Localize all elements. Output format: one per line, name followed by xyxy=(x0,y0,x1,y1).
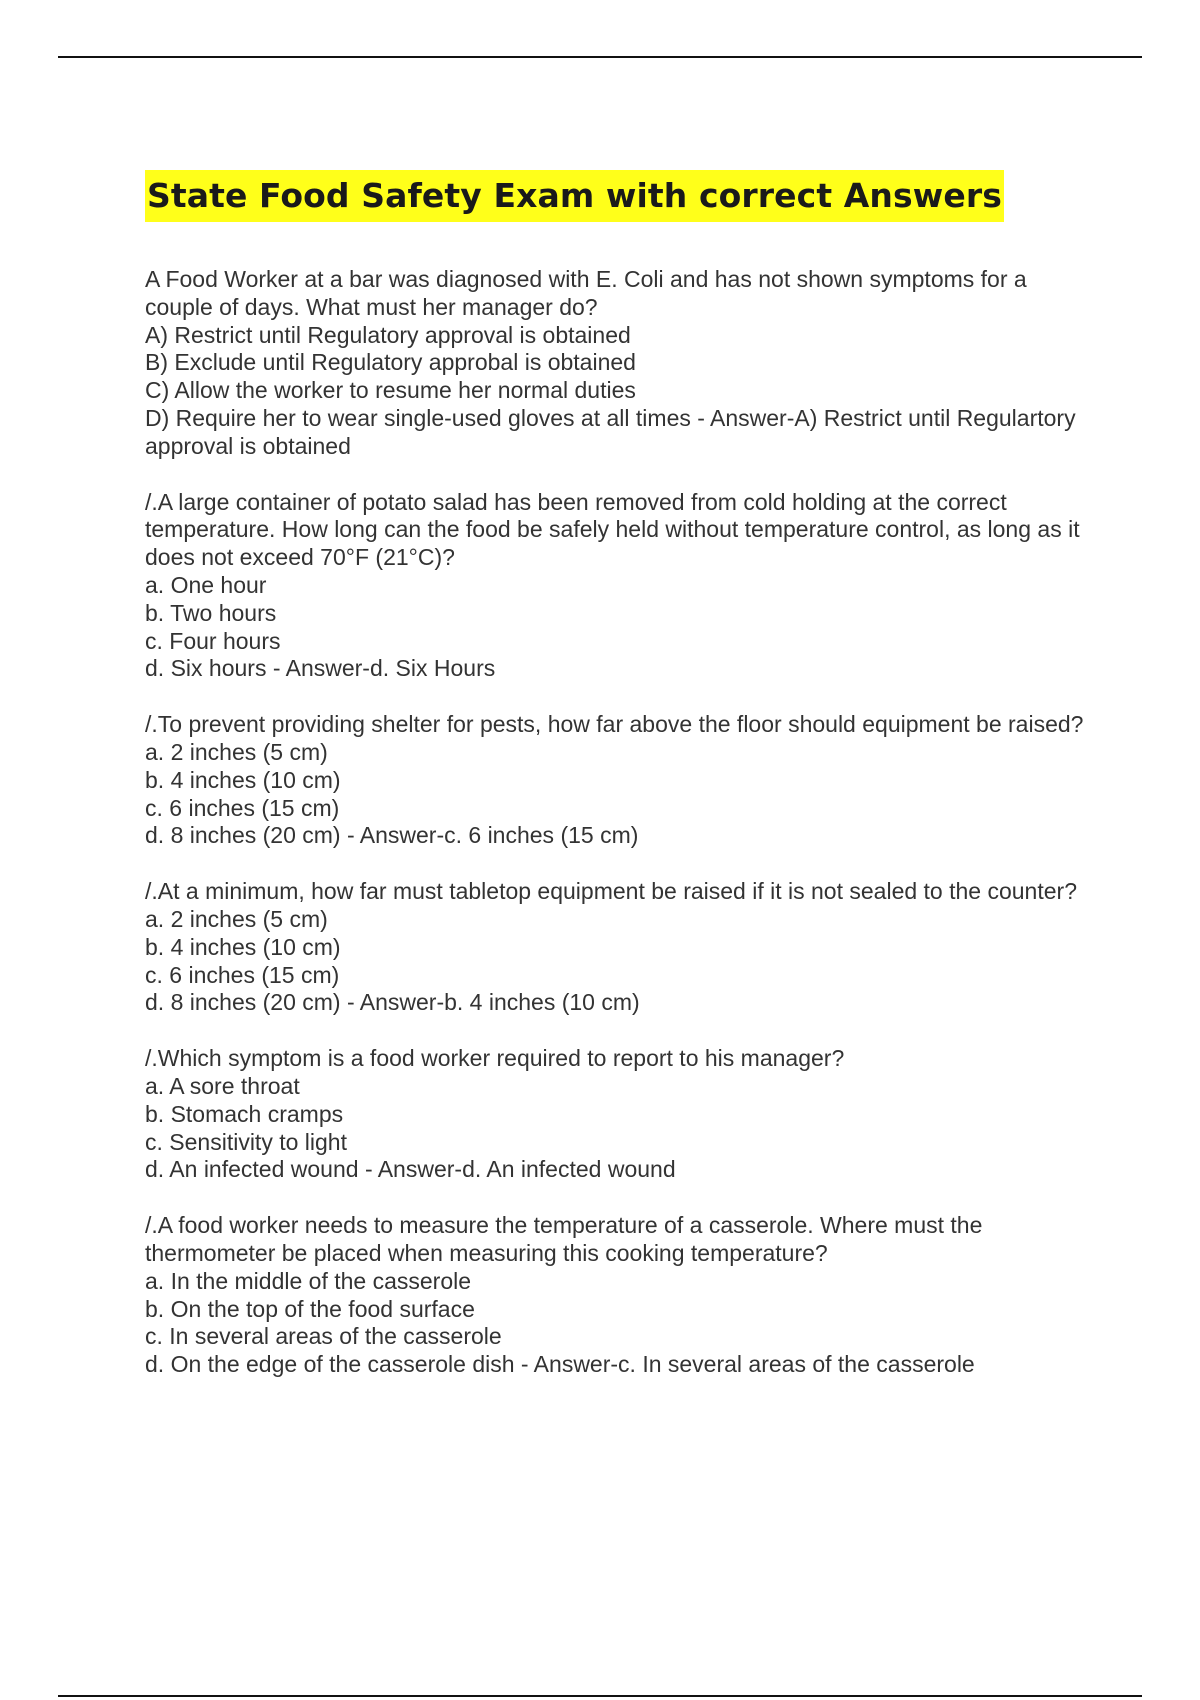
answer-option: d. An infected wound - Answer-d. An infected wound xyxy=(145,1156,676,1183)
answer-option: D) Require her to wear single-used gloves at all times - Answer-A) Restrict until Regulartory approval is obtained xyxy=(145,404,1076,459)
answer-option: a. 2 inches (5 cm) xyxy=(145,738,328,765)
answer-option: b. 4 inches (10 cm) xyxy=(145,933,341,960)
question-text: A Food Worker at a bar was diagnosed with E. Coli and has not shown symptoms for a couple of days. What must her manager do? xyxy=(145,266,1027,320)
answer-option: b. Two hours xyxy=(145,599,277,626)
answer-option: d. 8 inches (20 cm) - Answer-c. 6 inches (15 cm) xyxy=(145,822,639,849)
top-rule xyxy=(58,56,1142,58)
answer-option: B) Exclude until Regulatory approbal is obtained xyxy=(145,349,636,376)
answer-option: b. On the top of the food surface xyxy=(145,1295,475,1322)
question-text: /.To prevent providing shelter for pests, how far above the floor should equipment be raised? xyxy=(145,711,1084,738)
answer-option: c. 6 inches (15 cm) xyxy=(145,961,340,988)
question-block-2 xyxy=(145,489,1095,684)
title-block xyxy=(145,170,1095,222)
answer-option: a. In the middle of the casserole xyxy=(145,1267,472,1294)
answer-option: C) Allow the worker to resume her normal duties xyxy=(145,377,636,404)
answer-option: A) Restrict until Regulatory approval is obtained xyxy=(145,321,631,348)
document-title: State Food Safety Exam with correct Answers xyxy=(145,170,1004,222)
answer-option: a. A sore throat xyxy=(145,1072,300,1099)
answer-option: c. Four hours xyxy=(145,627,281,654)
answer-option: a. 2 inches (5 cm) xyxy=(145,905,328,932)
question-block-4 xyxy=(145,878,1095,1017)
bottom-rule xyxy=(58,1695,1142,1697)
answer-option: d. Six hours - Answer-d. Six Hours xyxy=(145,655,496,682)
question-block-5 xyxy=(145,1045,1095,1184)
answer-option: c. 6 inches (15 cm) xyxy=(145,794,340,821)
document-body xyxy=(145,170,1095,1407)
question-block-6 xyxy=(145,1212,1095,1379)
answer-option: c. In several areas of the casserole xyxy=(145,1323,502,1350)
answer-option: c. Sensitivity to light xyxy=(145,1128,347,1155)
answer-option: a. One hour xyxy=(145,571,267,598)
answer-option: b. Stomach cramps xyxy=(145,1100,344,1127)
question-text: /.At a minimum, how far must tabletop equipment be raised if it is not sealed to the counter? xyxy=(145,878,1077,905)
question-text: /.A food worker needs to measure the temperature of a casserole. Where must the thermometer be placed when measuring this cooking temperature? xyxy=(145,1212,983,1266)
question-text: /.A large container of potato salad has been removed from cold holding at the correct temperature. How long can the food be safely held without temperature control, as long as it does not exceed 70°F (21°C)? xyxy=(145,488,1080,571)
answer-option: b. 4 inches (10 cm) xyxy=(145,766,341,793)
question-block-3 xyxy=(145,711,1095,850)
answer-option: d. On the edge of the casserole dish - Answer-c. In several areas of the casserole xyxy=(145,1351,975,1378)
question-text: /.Which symptom is a food worker required to report to his manager? xyxy=(145,1045,845,1072)
answer-option: d. 8 inches (20 cm) - Answer-b. 4 inches (10 cm) xyxy=(145,989,640,1016)
question-block-1 xyxy=(145,266,1095,461)
